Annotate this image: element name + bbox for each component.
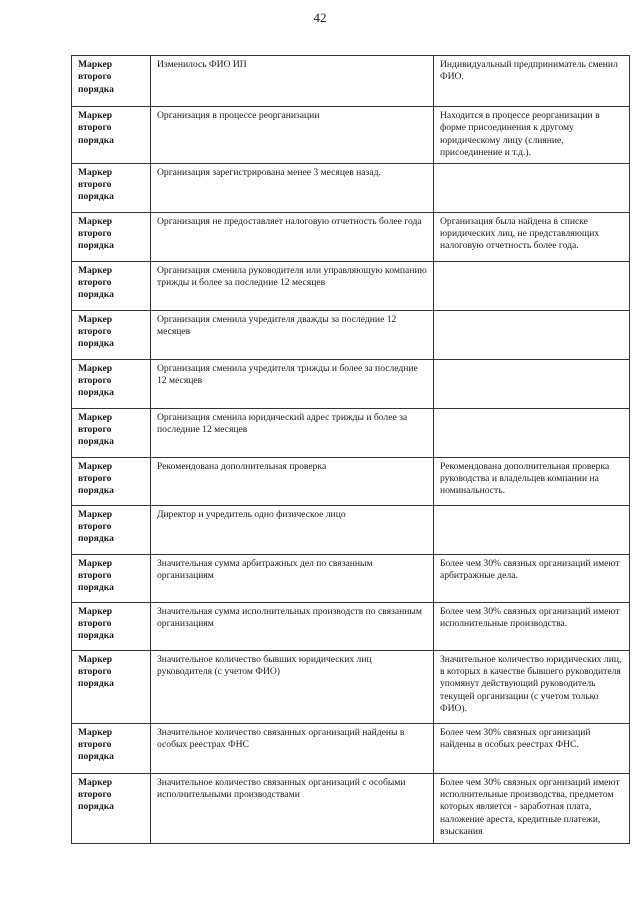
- table-row: [72, 723, 630, 773]
- page-number: 42: [313, 10, 327, 25]
- marker-cell: Маркер второго порядка: [72, 56, 151, 107]
- marker-description-cell: [434, 505, 630, 554]
- marker-description-cell: Рекомендована дополнительная проверка руководства и владельцев компании на номинальность.: [434, 457, 630, 505]
- table-row: [72, 56, 630, 107]
- table-row: [72, 650, 630, 723]
- table-row: [72, 505, 630, 554]
- table-row: [72, 107, 630, 164]
- marker-name-cell: Значительное количество связанных организаций найдены в особых реестрах ФНС: [151, 723, 434, 773]
- marker-name-cell: Организация сменила юридический адрес трижды и более за последние 12 месяцев: [151, 408, 434, 457]
- table-row: [72, 554, 630, 602]
- marker-description-cell: Более чем 30% связных организаций имеют исполнительные производства.: [434, 602, 630, 650]
- marker-name-cell: Значительная сумма арбитражных дел по связанным организациям: [151, 554, 434, 602]
- table-row: [72, 457, 630, 505]
- marker-cell: Маркер второго порядка: [72, 310, 151, 359]
- marker-name-cell: Рекомендована дополнительная проверка: [151, 457, 434, 505]
- marker-name-cell: Организация сменила учредителя трижды и более за последние 12 месяцев: [151, 359, 434, 408]
- marker-cell: Маркер второго порядка: [72, 107, 151, 164]
- marker-name-cell: Организация не предоставляет налоговую отчетность более года: [151, 212, 434, 261]
- marker-cell: Маркер второго порядка: [72, 602, 151, 650]
- marker-description-cell: Более чем 30% связных организаций имеют исполнительные производства, предметом которых является - заработная плата, наложение ареста, кредитные платежи, взыскания: [434, 773, 630, 843]
- table-row: [72, 163, 630, 212]
- marker-description-cell: Организация была найдена в списке юридических лиц, не представляющих налоговую отчетность более года.: [434, 212, 630, 261]
- table-row: [72, 602, 630, 650]
- marker-name-cell: Организация сменила учредителя дважды за последние 12 месяцев: [151, 310, 434, 359]
- marker-cell: Маркер второго порядка: [72, 773, 151, 843]
- marker-description-cell: Находится в процессе реорганизации в форме присоединения к другому юридическому лицу (слияние, присоединение и т.д.).: [434, 107, 630, 164]
- marker-description-cell: [434, 261, 630, 310]
- marker-name-cell: Организация сменила руководителя или управляющую компанию трижды и более за последние 12 месяцев: [151, 261, 434, 310]
- marker-description-cell: Значительное количество юридических лиц, в которых в качестве бывшего руководителя упомянут действующий руководитель текущей организации (с учетом только ФИО).: [434, 650, 630, 723]
- marker-description-cell: [434, 408, 630, 457]
- marker-name-cell: Значительное количество бывших юридических лиц руководителя (с учетом ФИО): [151, 650, 434, 723]
- marker-cell: Маркер второго порядка: [72, 408, 151, 457]
- marker-cell: Маркер второго порядка: [72, 723, 151, 773]
- marker-cell: Маркер второго порядка: [72, 212, 151, 261]
- table-row: [72, 261, 630, 310]
- marker-cell: Маркер второго порядка: [72, 505, 151, 554]
- table-row: [72, 212, 630, 261]
- marker-cell: Маркер второго порядка: [72, 261, 151, 310]
- table-row: [72, 310, 630, 359]
- marker-description-cell: Более чем 30% связных организаций имеют арбитражные дела.: [434, 554, 630, 602]
- marker-cell: Маркер второго порядка: [72, 163, 151, 212]
- marker-name-cell: Изменилось ФИО ИП: [151, 56, 434, 107]
- marker-cell: Маркер второго порядка: [72, 650, 151, 723]
- marker-description-cell: [434, 359, 630, 408]
- marker-name-cell: Директор и учредитель одно физическое лицо: [151, 505, 434, 554]
- table-row: [72, 359, 630, 408]
- marker-name-cell: Организация зарегистрирована менее 3 месяцев назад.: [151, 163, 434, 212]
- marker-description-cell: Более чем 30% связных организаций найдены в особых реестрах ФНС.: [434, 723, 630, 773]
- marker-cell: Маркер второго порядка: [72, 457, 151, 505]
- markers-table: [71, 55, 630, 844]
- marker-description-cell: [434, 310, 630, 359]
- table-row: [72, 408, 630, 457]
- marker-description-cell: [434, 163, 630, 212]
- marker-name-cell: Значительное количество связанных организаций с особыми исполнительными производствами: [151, 773, 434, 843]
- marker-cell: Маркер второго порядка: [72, 359, 151, 408]
- table-row: [72, 773, 630, 843]
- marker-name-cell: Значительная сумма исполнительных производств по связанным организациям: [151, 602, 434, 650]
- marker-name-cell: Организация в процессе реорганизации: [151, 107, 434, 164]
- marker-description-cell: Индивидуальный предприниматель сменил ФИО.: [434, 56, 630, 107]
- marker-cell: Маркер второго порядка: [72, 554, 151, 602]
